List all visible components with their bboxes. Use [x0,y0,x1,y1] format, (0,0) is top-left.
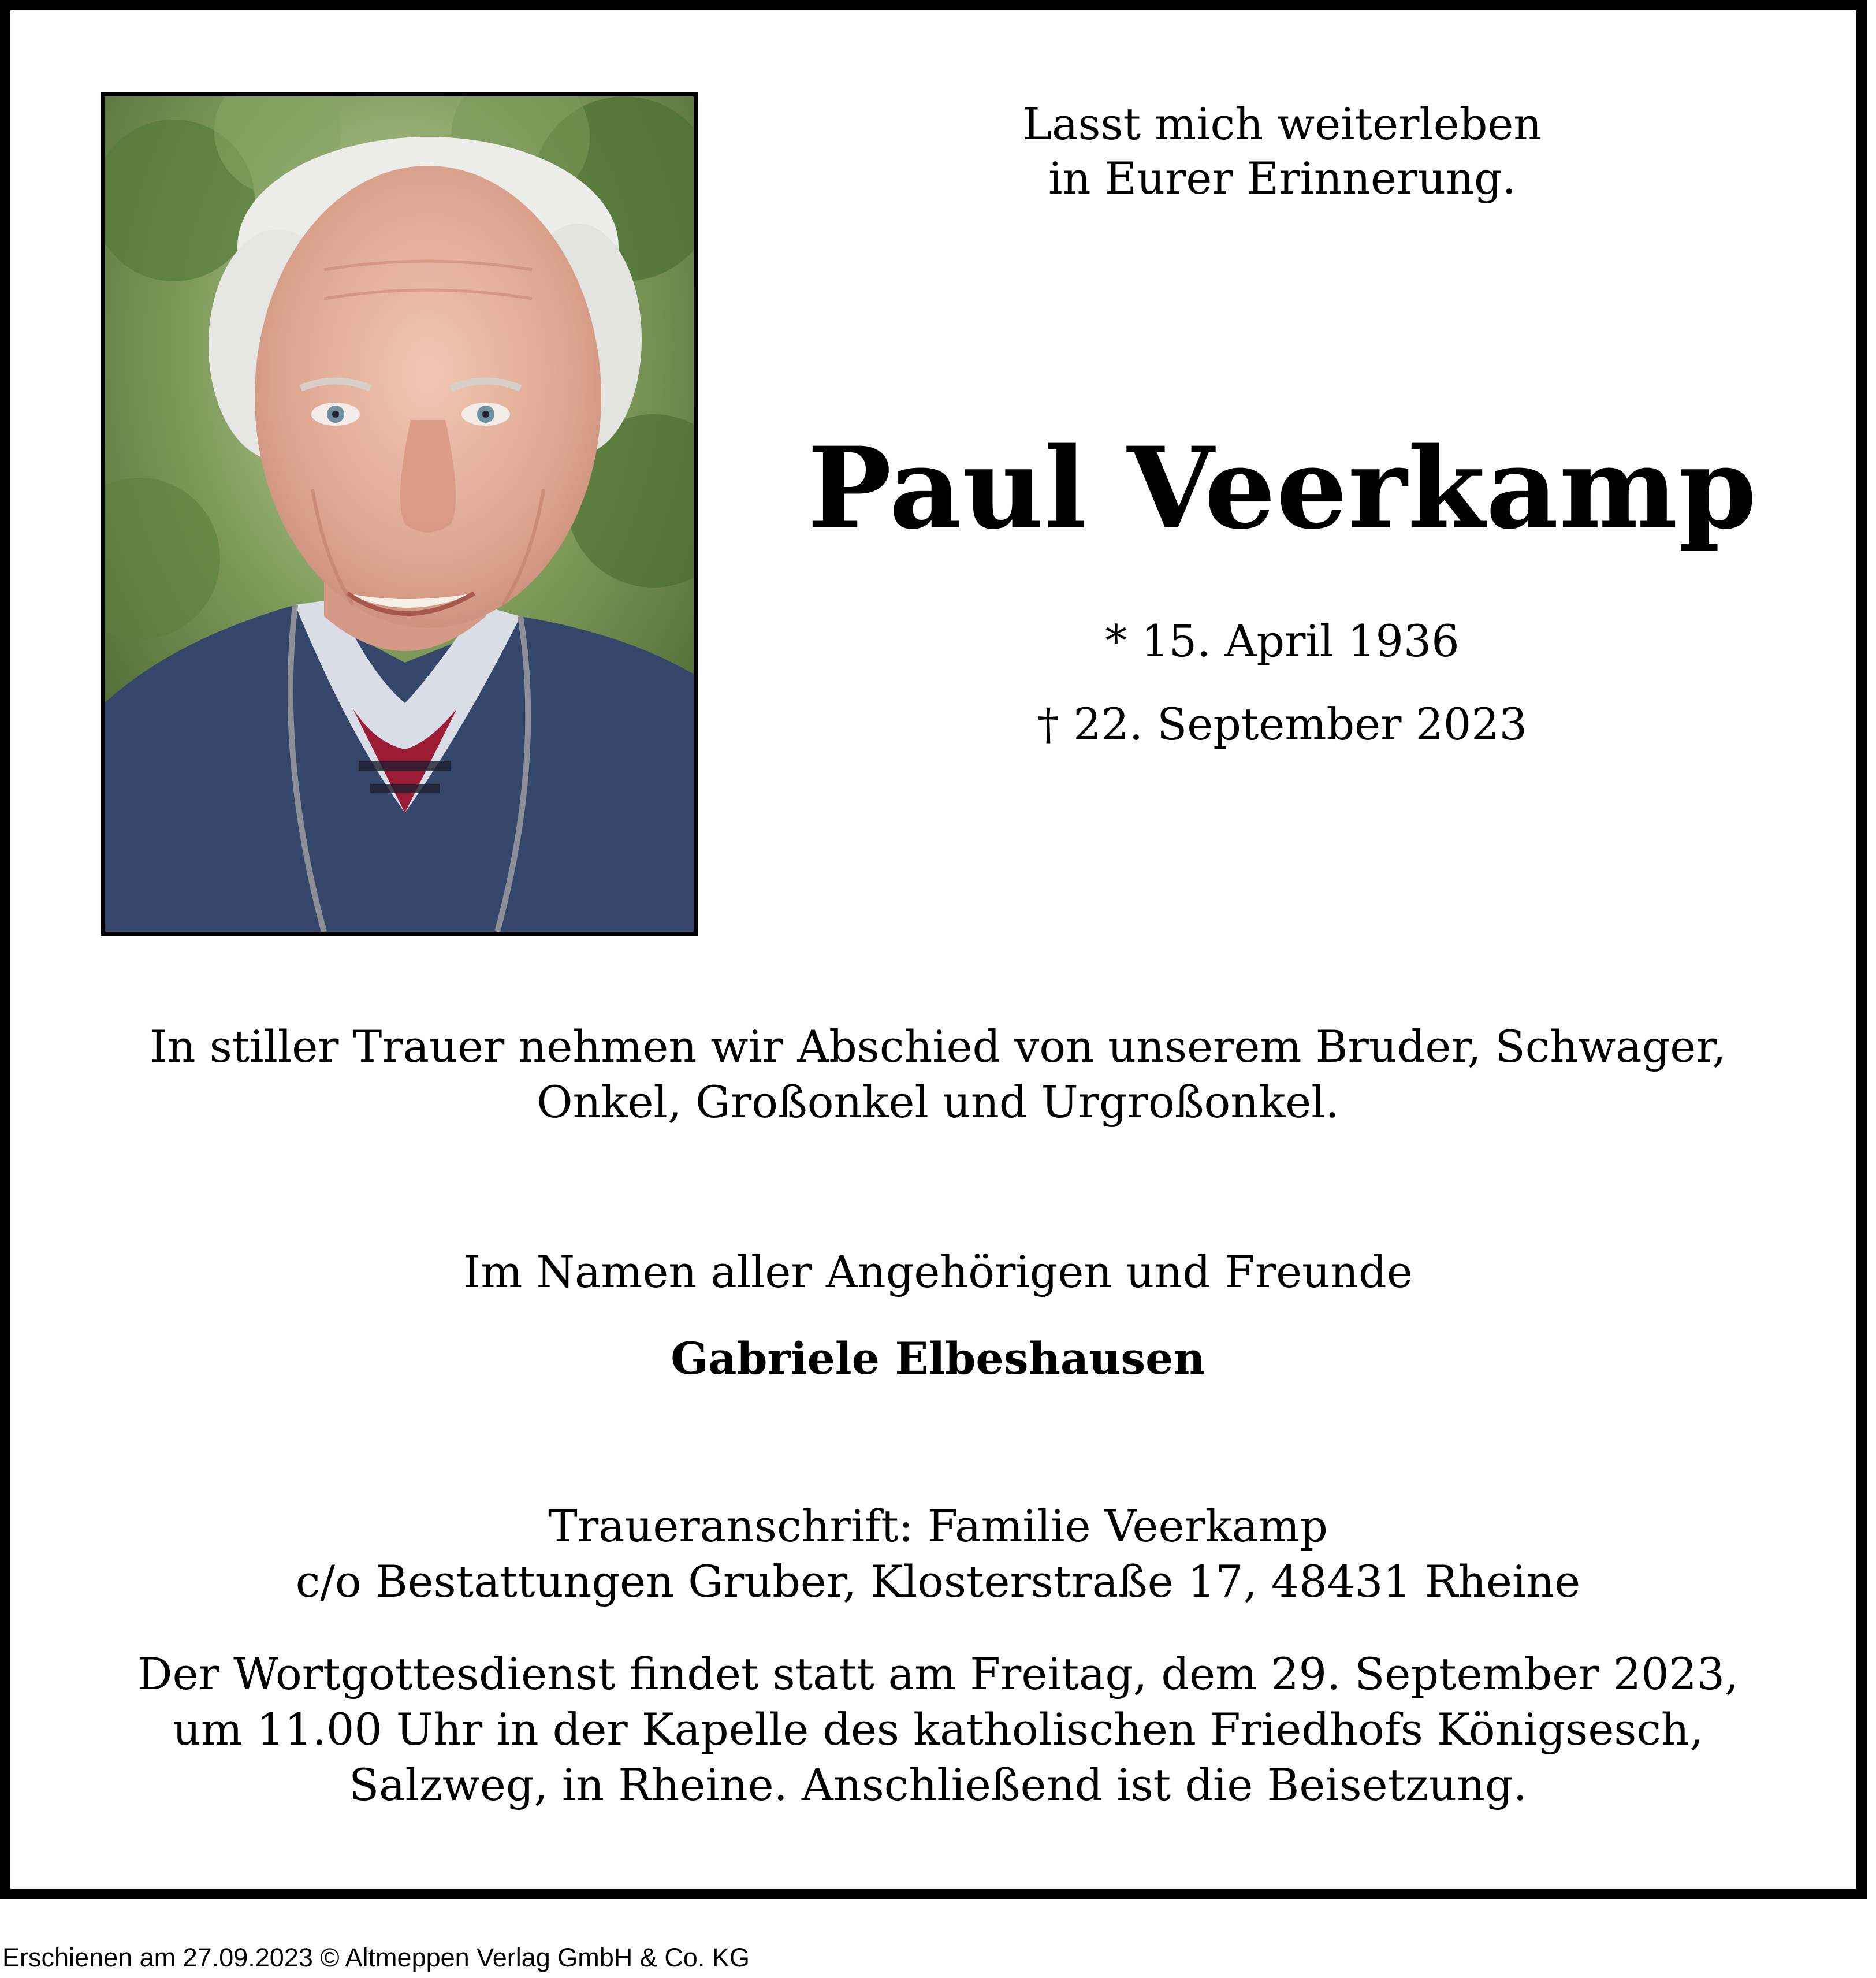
address-line-1: Traueranschrift: Familie Veerkamp [548,1500,1328,1552]
deceased-name: Paul Veerkamp [807,422,1758,554]
service-line-1: Der Wortgottesdienst findet statt am Freitag, dem 29. September 2023, [137,1648,1739,1700]
death-date: † 22. September 2023 [1037,698,1527,750]
mourning-line-2: Onkel, Großonkel und Urgroßonkel. [537,1076,1339,1128]
publication-footer: Erschienen am 27.09.2023 © Altmeppen Verlag GmbH & Co. KG [2,1943,750,1972]
on-behalf-text: Im Namen aller Angehörigen und Freunde [463,1246,1413,1297]
service-line-3: Salzweg, in Rheine. Anschließend ist die Beisetzung. [349,1759,1527,1810]
motto [706,97,1859,206]
portrait-image [105,96,694,932]
service-info [23,1646,1853,1813]
address-line-2: c/o Bestattungen Gruber, Klosterstraße 17, 48431 Rheine [295,1556,1581,1607]
mourning-address [23,1499,1853,1609]
mourning-text [23,1019,1853,1130]
motto-line-1: Lasst mich weiterleben [1022,98,1542,150]
service-line-2: um 11.00 Uhr in der Kapelle des katholischen Friedhofs Königsesch, [172,1704,1704,1755]
portrait-photo [100,92,698,936]
signer-name: Gabriele Elbeshausen [671,1333,1205,1384]
birth-date: * 15. April 1936 [1105,615,1460,667]
mourning-line-1: In stiller Trauer nehmen wir Abschied von unserem Bruder, Schwager, [150,1021,1726,1072]
motto-line-2: in Eurer Erinnerung. [1048,153,1516,204]
